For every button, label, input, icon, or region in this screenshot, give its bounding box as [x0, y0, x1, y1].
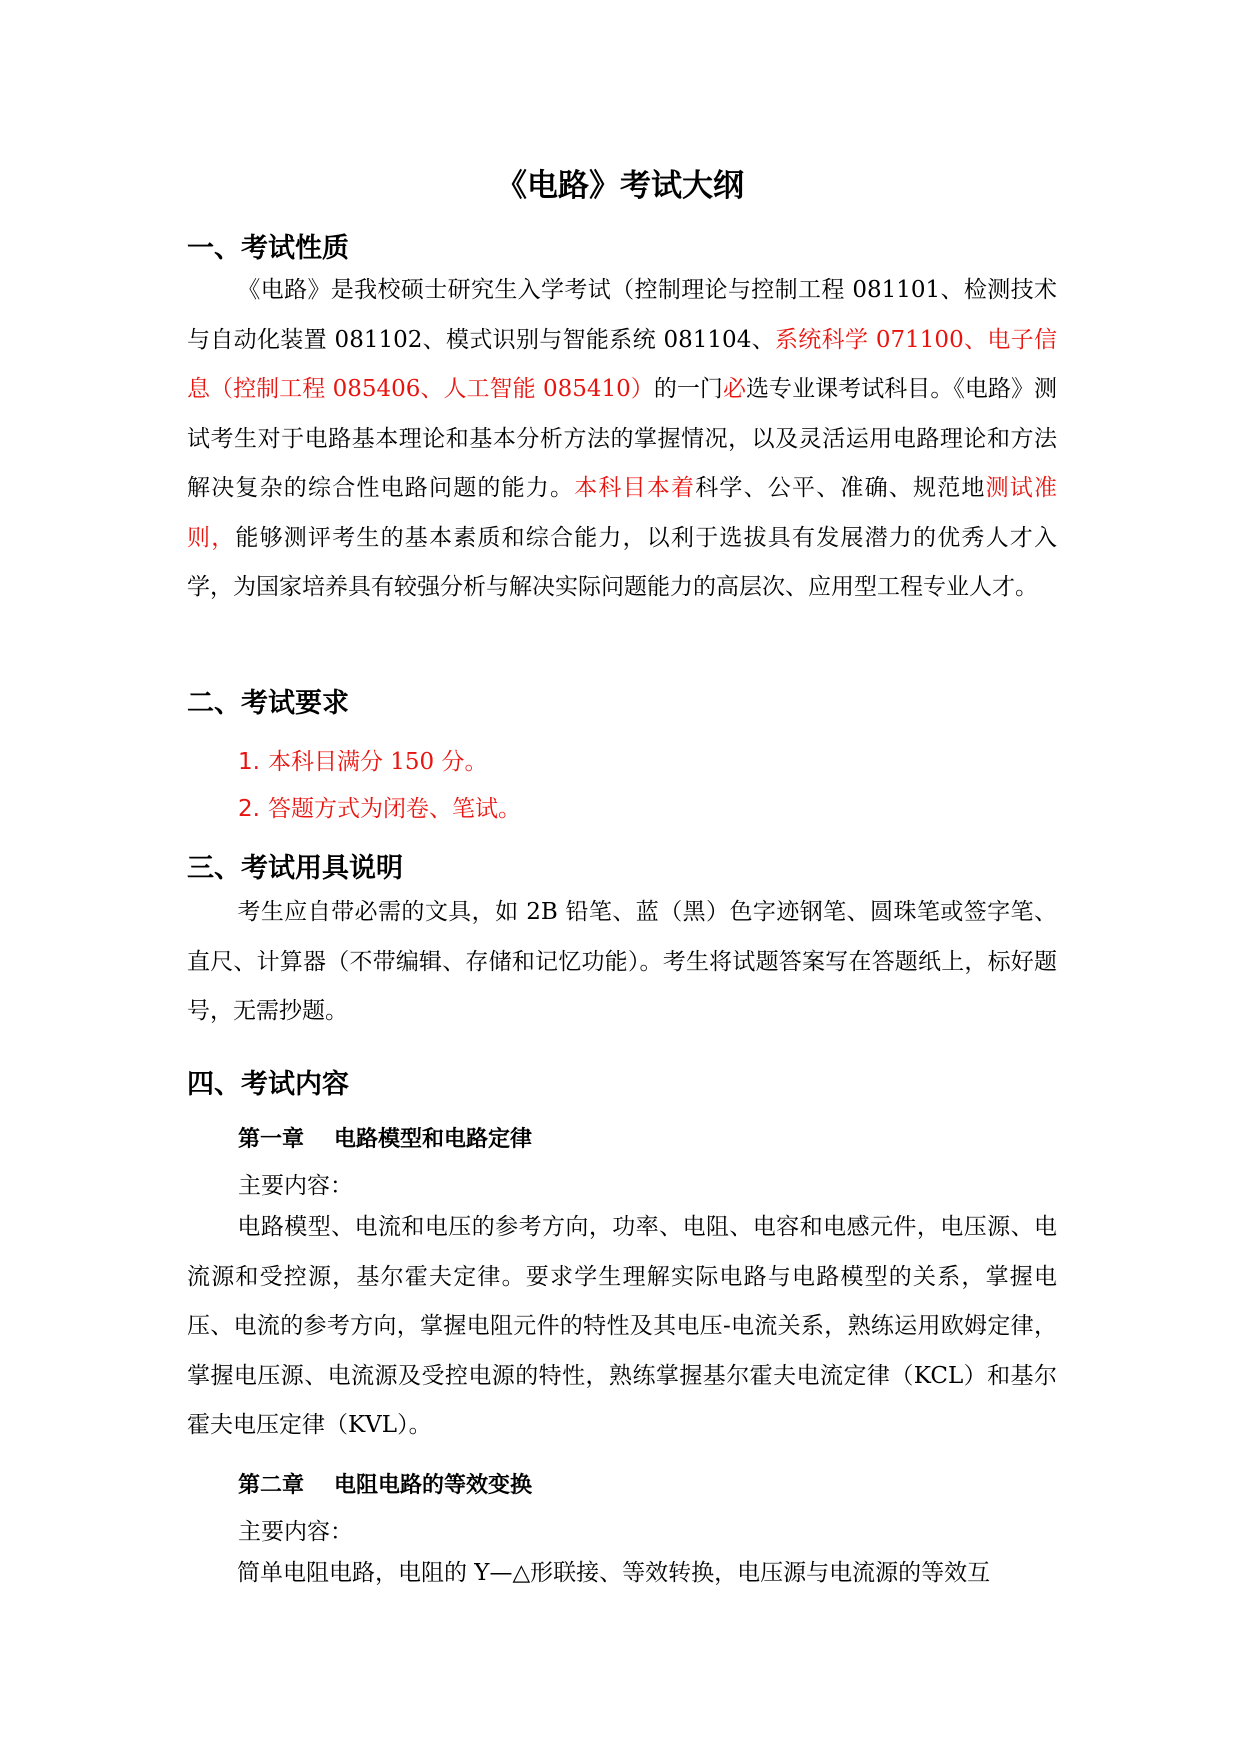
requirement-number: 1.: [238, 749, 260, 775]
section-nature-paragraph: [187, 266, 1057, 613]
chapter-1-subheading: 主要内容：: [238, 1173, 353, 1199]
nature-text-red-criteria: 测试准则，: [187, 475, 1058, 551]
nature-text-a: 《电路》是我校硕士研究生入学考试（控制理论与控制工程 081101、检测技术与自动化装置 081102、模式识别与智能系统 081104、: [187, 277, 1057, 353]
chapter-1-heading: [238, 1122, 532, 1153]
requirement-item: [238, 743, 487, 776]
nature-text-c: 的一门: [653, 376, 723, 402]
section-heading-tools: 三、考试用具说明: [187, 853, 403, 884]
nature-text-g: 科学、公平、准确、规范地: [695, 475, 986, 501]
chapter-1-title: 电路模型和电路定律: [334, 1127, 533, 1152]
tools-text: 考生应自带必需的文具，如 2B 铅笔、蓝（黑）色字迹钢笔、圆珠笔或签字笔、直尺、计算器（不带编辑、存储和记忆功能）。考生将试题答案写在答题纸上，标好题号，无需抄题。: [187, 899, 1057, 1024]
nature-text-e: 选专业课考试科目。《电路》测试考生对于电路基本理论和基本分析方法的掌握情况，以及灵活运用电路理论和方法解决复杂的综合性电路问题的能力。: [187, 376, 1058, 501]
requirement-text: 答题方式为闭卷、笔试。: [267, 796, 521, 822]
chapter-2-label: 第二章: [238, 1473, 305, 1498]
nature-text-red-required: 必: [722, 376, 747, 402]
nature-text-i: 能够测评考生的基本素质和综合能力，以利于选拔具有发展潜力的优秀人才入学，为国家培养具有较强分析与解决实际问题能力的高层次、应用型工程专业人才。: [187, 524, 1058, 600]
section-heading-content: 四、考试内容: [187, 1069, 349, 1100]
chapter-1-text: 电路模型、电流和电压的参考方向，功率、电阻、电容和电感元件，电压源、电流源和受控源，基尔霍夫定律。要求学生理解实际电路与电路模型的关系，掌握电压、电流的参考方向，掌握电阻元件的特性及其电压-电流关系，熟练运用欧姆定律，掌握电压源、电流源及受控电源的特性，熟练掌握基尔霍夫电流定律（KCL）和基尔霍夫电压定律（KVL）。: [187, 1214, 1057, 1438]
chapter-2-subheading: 主要内容：: [238, 1519, 353, 1545]
chapter-2-text: 简单电阻电路，电阻的 Y—△形联接、等效转换，电压源与电流源的等效互: [237, 1560, 991, 1586]
chapter-2-title: 电阻电路的等效变换: [334, 1473, 533, 1498]
nature-text-red-principle: 本科目本着: [574, 475, 696, 501]
chapter-2-heading: [238, 1468, 532, 1499]
document-title: 《电路》考试大纲: [496, 168, 744, 204]
chapter-1-paragraph: [187, 1203, 1057, 1451]
section-heading-nature: 一、考试性质: [187, 233, 349, 264]
section-tools-paragraph: [187, 888, 1057, 1037]
chapter-1-label: 第一章: [238, 1127, 305, 1152]
nature-text-red-majors: 系统科学 071100、电子信息（控制工程 085406、人工智能 085410）: [187, 326, 1057, 402]
requirement-number: 2.: [238, 796, 260, 822]
section-heading-requirements: 二、考试要求: [187, 688, 349, 719]
chapter-2-paragraph: [187, 1549, 1057, 1599]
requirement-text: 本科目满分 150 分。: [267, 749, 488, 775]
requirement-item: [238, 790, 521, 823]
